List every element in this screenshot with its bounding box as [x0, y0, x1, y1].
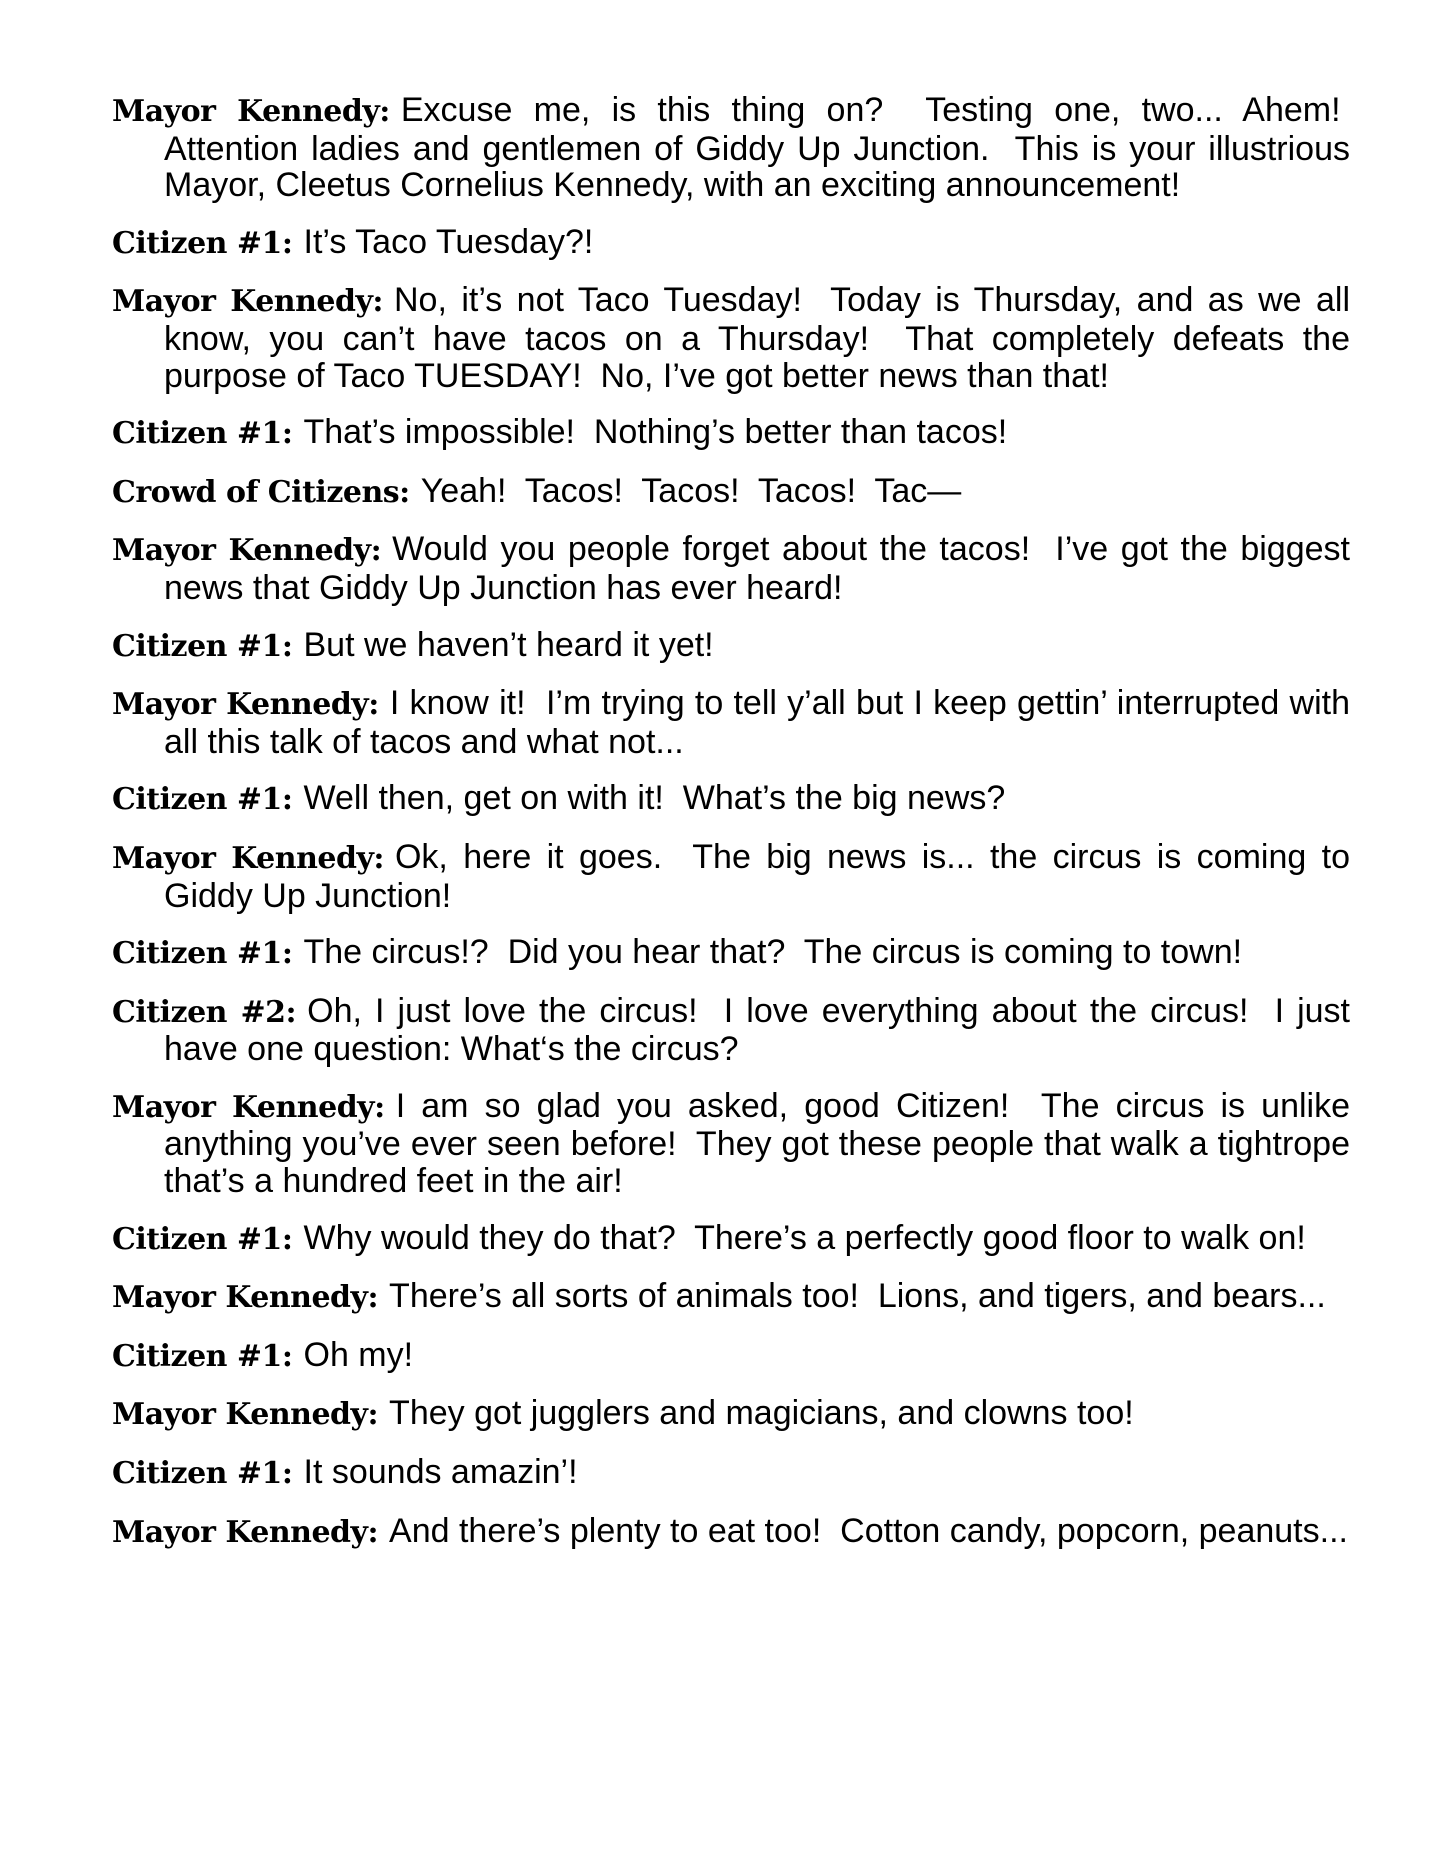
- dialogue-text: Ok, here it goes. The big news is... the circus is coming to Giddy Up Junction!: [164, 837, 1350, 915]
- speaker-name: Citizen #1:: [112, 936, 293, 972]
- dialogue-paragraph: [112, 934, 1350, 973]
- dialogue-text: Oh my!: [303, 1335, 414, 1374]
- dialogue-paragraph: [112, 1278, 1350, 1317]
- dialogue-paragraph: [112, 993, 1350, 1068]
- speaker-name: Citizen #1:: [112, 1456, 293, 1492]
- speaker-name: Mayor Kennedy:: [112, 1280, 379, 1316]
- dialogue-container: [112, 92, 1350, 1551]
- speaker-name: Mayor Kennedy:: [112, 687, 379, 723]
- dialogue-text: The circus!? Did you hear that? The circus is coming to town!: [303, 933, 1243, 972]
- dialogue-text: Excuse me, is this thing on? Testing one, two... Ahem! Attention ladies and gentlemen of Giddy Up Junction. This is your illustrious Mayor, Cleetus Cornelius Kennedy, with an exciting announcement!: [164, 91, 1350, 205]
- dialogue-paragraph: [112, 224, 1350, 263]
- speaker-name: Mayor Kennedy:: [112, 1514, 379, 1550]
- speaker-name: Mayor Kennedy:: [112, 533, 382, 569]
- dialogue-text: They got jugglers and magicians, and clowns too!: [389, 1394, 1134, 1433]
- dialogue-text: No, it’s not Taco Tuesday! Today is Thursday, and as we all know, you can’t have tacos on a Thursday! That completely defeats the purpose of Taco TUESDAY! No, I’ve got better news than that!: [164, 281, 1350, 395]
- speaker-name: Citizen #1:: [112, 225, 293, 261]
- speaker-name: Mayor Kennedy:: [112, 1089, 385, 1125]
- dialogue-paragraph: [112, 839, 1350, 914]
- speaker-name: Citizen #1:: [112, 416, 293, 452]
- speaker-name: Citizen #1:: [112, 782, 293, 818]
- dialogue-text: That’s impossible! Nothing’s better than tacos!: [303, 413, 1008, 452]
- speaker-name: Mayor Kennedy:: [112, 94, 390, 129]
- dialogue-text: But we haven’t heard it yet!: [303, 625, 714, 664]
- dialogue-text: Oh, I just love the circus! I love everything about the circus! I just have one question: What‘s the circus?: [164, 991, 1351, 1069]
- speaker-name: Mayor Kennedy:: [112, 284, 383, 320]
- dialogue-paragraph: [112, 1513, 1350, 1552]
- speaker-name: Crowd of Citizens:: [112, 474, 410, 510]
- dialogue-text: And there’s plenty to eat too! Cotton candy, popcorn, peanuts...: [389, 1511, 1348, 1550]
- speaker-name: Citizen #1:: [112, 628, 293, 664]
- dialogue-paragraph: [112, 1088, 1350, 1200]
- dialogue-paragraph: [112, 473, 1350, 512]
- dialogue-paragraph: [112, 627, 1350, 666]
- speaker-name: Mayor Kennedy:: [112, 840, 384, 876]
- dialogue-text: I am so glad you asked, good Citizen! The circus is unlike anything you’ve ever seen before! They got these people that walk a tightrope that’s a hundred feet in the air!: [164, 1086, 1350, 1201]
- dialogue-text: Well then, get on with it! What’s the big news?: [303, 779, 1006, 818]
- dialogue-paragraph: [112, 780, 1350, 819]
- speaker-name: Citizen #1:: [112, 1221, 293, 1257]
- dialogue-text: It sounds amazin’!: [303, 1453, 578, 1492]
- speaker-name: Mayor Kennedy:: [112, 1397, 379, 1433]
- dialogue-text: Would you people forget about the tacos! I’ve got the biggest news that Giddy Up Junction has ever heard!: [164, 530, 1350, 607]
- dialogue-paragraph: [112, 92, 1350, 204]
- dialogue-paragraph: [112, 685, 1350, 760]
- dialogue-text: There’s all sorts of animals too! Lions, and tigers, and bears...: [389, 1277, 1326, 1316]
- speaker-name: Citizen #2:: [112, 994, 297, 1030]
- dialogue-paragraph: [112, 1337, 1350, 1376]
- dialogue-text: Why would they do that? There’s a perfectly good floor to walk on!: [303, 1218, 1306, 1257]
- dialogue-text: It’s Taco Tuesday?!: [303, 222, 594, 261]
- dialogue-paragraph: [112, 414, 1350, 453]
- dialogue-paragraph: [112, 1395, 1350, 1434]
- dialogue-paragraph: [112, 531, 1350, 606]
- speaker-name: Citizen #1:: [112, 1338, 293, 1374]
- dialogue-paragraph: [112, 1454, 1350, 1493]
- dialogue-text: Yeah! Tacos! Tacos! Tacos! Tac—: [420, 471, 962, 510]
- dialogue-text: I know it! I’m trying to tell y’all but I keep gettin’ interrupted with all this talk of tacos and what not...: [164, 684, 1350, 761]
- dialogue-paragraph: [112, 282, 1350, 394]
- dialogue-paragraph: [112, 1220, 1350, 1259]
